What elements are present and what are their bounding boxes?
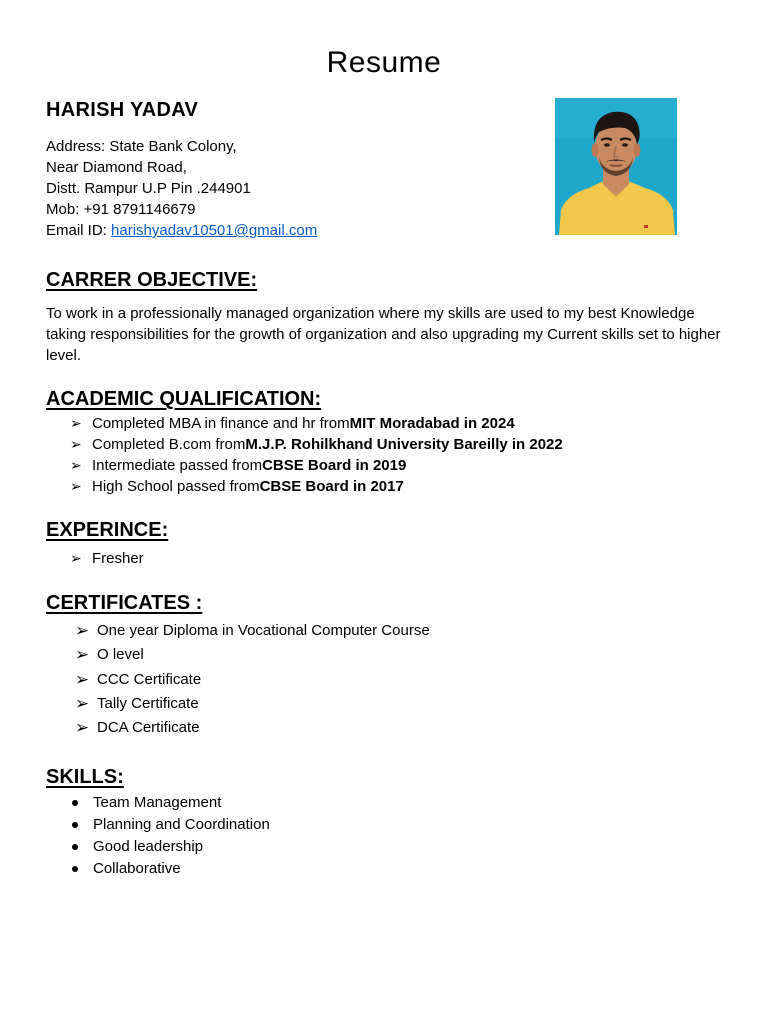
list-item: [75, 716, 430, 740]
objective-heading: CARRER OBJECTIVE:: [46, 269, 258, 291]
academic-item-text: Completed MBA in finance and hr from: [92, 415, 350, 432]
dot-bullet-icon: [70, 858, 93, 880]
arrow-bullet-icon: ➢: [70, 436, 82, 452]
skills-heading: SKILLS:: [46, 766, 124, 788]
list-item: [75, 692, 430, 716]
skill-item-text: Planning and Coordination: [93, 816, 270, 833]
academic-item-text: High School passed from: [92, 478, 260, 495]
list-item: [75, 619, 430, 643]
candidate-name: HARISH YADAV: [46, 99, 199, 121]
certificate-item-text: One year Diploma in Vocational Computer Course: [97, 622, 430, 639]
contact-block: [46, 136, 317, 241]
dot-bullet-icon: [70, 814, 93, 836]
list-item: [70, 814, 270, 836]
academic-item-bold: CBSE Board in 2017: [259, 478, 404, 495]
academic-heading: ACADEMIC QUALIFICATION:: [46, 388, 322, 410]
list-item: [70, 434, 563, 455]
certificate-item-text: Tally Certificate: [97, 694, 199, 712]
address-line-2: Near Diamond Road,: [46, 159, 187, 176]
list-item: [70, 476, 563, 497]
skill-item-text: Team Management: [93, 794, 222, 811]
experience-item-text: Fresher: [92, 550, 144, 567]
academic-item-bold: M.J.P. Rohilkhand University Bareilly in 2022: [245, 436, 563, 453]
arrow-bullet-icon: ➢: [70, 550, 82, 566]
certificates-list: [75, 619, 430, 740]
list-item: [75, 668, 430, 692]
dot-bullet-icon: [70, 836, 93, 858]
academic-list: [70, 413, 563, 497]
arrow-bullet-icon: ➢: [70, 415, 82, 431]
address-line-1: Address: State Bank Colony,: [46, 138, 237, 155]
list-item: [70, 548, 144, 569]
list-item: [70, 413, 563, 434]
mobile-number: Mob: +91 8791146679: [46, 201, 196, 218]
academic-item-bold: MIT Moradabad in 2024: [349, 415, 515, 432]
academic-item-bold: CBSE Board in 2019: [262, 457, 407, 474]
list-item: [75, 643, 430, 667]
arrow-bullet-icon: ➢: [70, 457, 82, 473]
email-line: [46, 220, 317, 241]
list-item: [70, 858, 270, 880]
resume-title: Resume: [326, 46, 442, 79]
arrow-bullet-icon: ➢: [75, 693, 90, 713]
dot-bullet-icon: [70, 792, 93, 814]
skill-item-text: Good leadership: [93, 838, 204, 855]
academic-item-text: Completed B.com from: [92, 436, 246, 453]
email-link[interactable]: harishyadav10501@gmail.com: [111, 222, 318, 239]
experience-heading: EXPERINCE:: [46, 519, 169, 541]
certificate-item-text: O level: [97, 646, 144, 664]
certificates-heading: CERTIFICATES :: [46, 592, 203, 614]
experience-list: [70, 548, 144, 569]
skill-item-text: Collaborative: [93, 860, 181, 877]
list-item: [70, 836, 270, 858]
certificate-item-text: CCC Certificate: [97, 670, 202, 688]
arrow-bullet-icon: ➢: [75, 718, 90, 738]
address-line-3: Distt. Rampur U.P Pin .244901: [46, 180, 251, 197]
list-item: [70, 792, 270, 814]
objective-text: To work in a professionally managed organization where my skills are used to my best Knowledge taking responsibilities for the growth of organization and also upgrading my Current skills set to higher level.: [46, 305, 721, 364]
email-label: Email ID:: [46, 222, 112, 239]
list-item: [70, 455, 563, 476]
profile-photo: [555, 98, 677, 235]
academic-item-text: Intermediate passed from: [92, 457, 263, 474]
arrow-bullet-icon: ➢: [75, 645, 90, 665]
skills-list: [70, 792, 270, 880]
arrow-bullet-icon: ➢: [75, 621, 90, 640]
certificate-item-text: DCA Certificate: [97, 719, 200, 737]
arrow-bullet-icon: ➢: [70, 478, 82, 494]
arrow-bullet-icon: ➢: [75, 669, 90, 689]
